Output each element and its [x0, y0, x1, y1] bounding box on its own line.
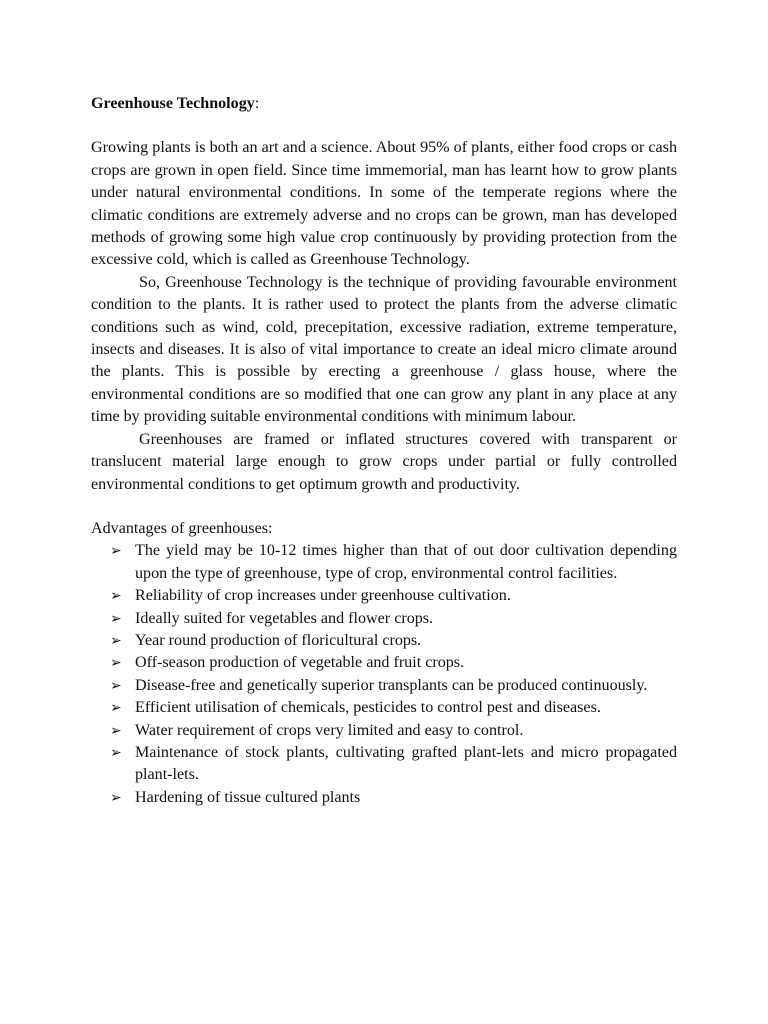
arrow-bullet-icon: ➢ — [110, 588, 122, 605]
list-item — [91, 630, 677, 652]
section-gap — [91, 496, 677, 518]
list-item-text: Reliability of crop increases under greenhouse cultivation. — [135, 587, 511, 605]
document-page — [91, 93, 677, 809]
arrow-bullet-icon: ➢ — [110, 543, 122, 560]
list-item-text: Water requirement of crops very limited and easy to control. — [135, 721, 524, 739]
list-item — [91, 652, 677, 674]
list-item — [91, 787, 677, 809]
paragraph-intro: Growing plants is both an art and a science. About 95% of plants, either food crops or cash crops are grown in open field. Since time immemorial, man has learnt how to grow plants under natural environmental conditions. In some of the temperate regions where the climatic conditions are extremely adverse and no crops can be grown, man has developed methods of growing some high value crop continuously by providing protection from the excessive cold, which is called as Greenhouse Technology. — [91, 139, 677, 269]
arrow-bullet-icon: ➢ — [110, 700, 122, 717]
list-item-text: Disease-free and genetically superior transplants can be produced continuously. — [135, 676, 648, 694]
arrow-bullet-icon: ➢ — [110, 744, 122, 761]
list-item — [91, 585, 677, 607]
list-item-text: Year round production of floricultural crops. — [135, 631, 422, 649]
arrow-bullet-icon: ➢ — [110, 610, 122, 627]
list-item-text: Hardening of tissue cultured plants — [135, 788, 361, 806]
list-item — [91, 720, 677, 742]
list-item — [91, 697, 677, 719]
advantages-list — [91, 540, 677, 809]
list-item — [91, 608, 677, 630]
list-item — [91, 742, 677, 787]
paragraph-definition: So, Greenhouse Technology is the technique of providing favourable environment condition to the plants. It is rather used to protect the plants from the adverse climatic conditions such as wind, cold, precepitation, excessive radiation, extreme temperature, insects and diseases. It is also of vital importance to create an ideal micro climate around the plants. This is possible by erecting a greenhouse / glass house, where the environmental conditions are so modified that one can grow any plant in any place at any time by providing suitable environmental conditions with minimum labour. — [91, 273, 677, 426]
arrow-bullet-icon: ➢ — [110, 677, 122, 694]
list-item-text: Ideally suited for vegetables and flower crops. — [135, 609, 434, 627]
title-text: Greenhouse Technology — [91, 95, 255, 112]
title-colon: : — [254, 95, 260, 112]
paragraph-structures: Greenhouses are framed or inflated structures covered with transparent or translucent material large enough to grow crops under partial or fully controlled environmental conditions to get optimum growth and productivity. — [91, 430, 677, 493]
list-item-text: Efficient utilisation of chemicals, pesticides to control pest and diseases. — [135, 699, 601, 717]
list-item — [91, 675, 677, 697]
arrow-bullet-icon: ➢ — [110, 722, 122, 739]
list-item-text: Off-season production of vegetable and fruit crops. — [135, 654, 465, 672]
advantages-heading: Advantages of greenhouses: — [91, 519, 273, 537]
list-item — [91, 540, 677, 585]
list-item-text: Maintenance of stock plants, cultivating grafted plant-lets and micro propagated plant-lets. — [135, 743, 677, 784]
document-title — [91, 93, 677, 115]
arrow-bullet-icon: ➢ — [110, 632, 122, 649]
arrow-bullet-icon: ➢ — [110, 789, 122, 806]
arrow-bullet-icon: ➢ — [110, 655, 122, 672]
list-item-text: The yield may be 10-12 times higher than that of out door cultivation depending upon the type of greenhouse, type of crop, environmental control facilities. — [135, 542, 677, 582]
